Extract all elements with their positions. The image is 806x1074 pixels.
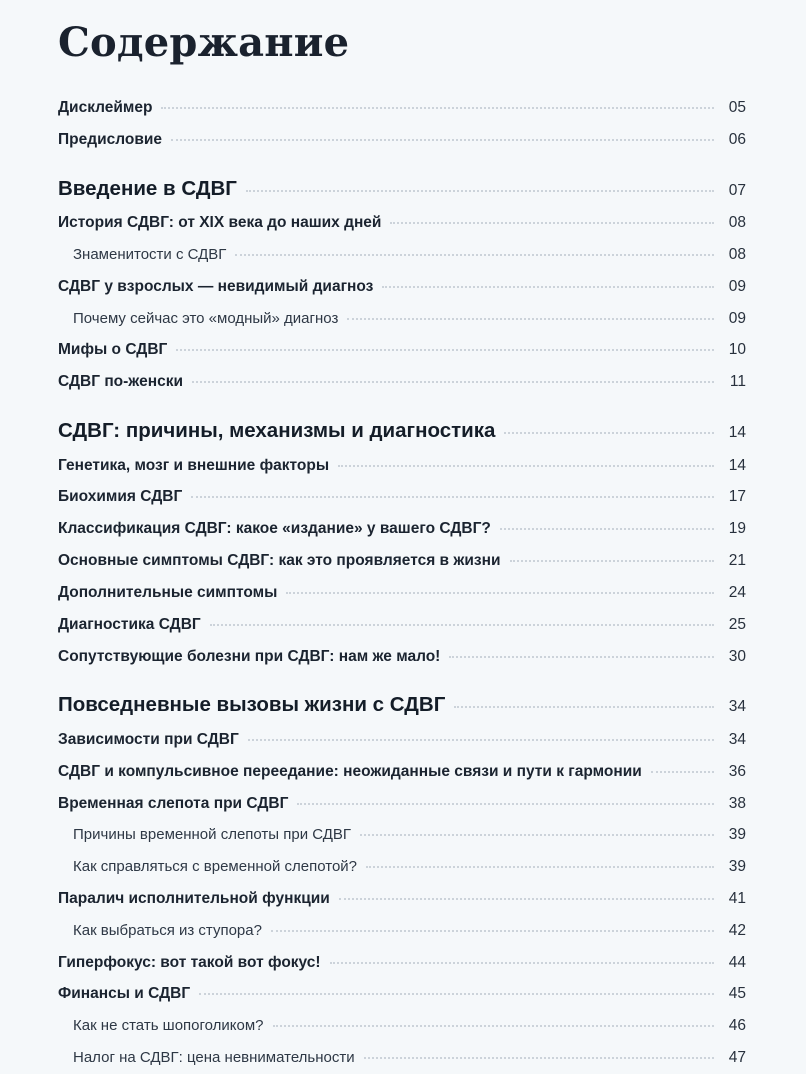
toc-row-entry bbox=[58, 978, 746, 1010]
toc-entry-page: 08 bbox=[728, 246, 746, 263]
toc-row-entry bbox=[58, 609, 746, 641]
toc-entry-page: 11 bbox=[729, 373, 746, 391]
dot-leader bbox=[191, 496, 714, 498]
toc-entry-label: Дисклеймер bbox=[58, 99, 153, 116]
toc-row-section bbox=[58, 170, 746, 208]
toc-entry-page: 34 bbox=[728, 698, 746, 716]
dot-leader bbox=[651, 771, 714, 773]
toc-entry-label: Налог на СДВГ: цена невнимательности bbox=[73, 1049, 355, 1066]
toc-entry-label: Зависимости при СДВГ bbox=[58, 730, 239, 748]
toc-entry-page: 30 bbox=[728, 647, 746, 665]
toc-entry-label: Паралич исполнительной функции bbox=[58, 889, 330, 907]
dot-leader bbox=[360, 834, 714, 836]
dot-leader bbox=[347, 318, 714, 320]
toc-entry-page: 41 bbox=[728, 889, 746, 907]
toc-entry-page: 17 bbox=[728, 488, 746, 506]
toc-entry-label: Введение в СДВГ bbox=[58, 176, 237, 200]
toc-entry-label: Финансы и СДВГ bbox=[58, 985, 191, 1003]
toc-entry-label: Классификация СДВГ: какое «издание» у вашего СДВГ? bbox=[58, 520, 491, 538]
dot-leader bbox=[454, 706, 714, 708]
toc-entry-page: 39 bbox=[728, 826, 746, 844]
dot-leader bbox=[176, 349, 714, 351]
dot-leader bbox=[366, 866, 714, 868]
dot-leader bbox=[248, 739, 714, 741]
dot-leader bbox=[235, 254, 714, 256]
toc-entry-label: Как выбраться из ступора? bbox=[73, 921, 262, 939]
toc-entry-label: Как не стать шопоголиком? bbox=[73, 1017, 264, 1035]
toc-entry-page: 07 bbox=[728, 181, 746, 199]
toc-entry-page: 44 bbox=[728, 953, 746, 971]
toc-row-sub bbox=[58, 819, 746, 851]
toc-row-entry bbox=[58, 92, 746, 124]
toc-row-entry bbox=[58, 334, 746, 366]
toc-entry-label: Сопутствующие болезни при СДВГ: нам же мало! bbox=[58, 647, 441, 665]
dot-leader bbox=[271, 930, 714, 932]
toc-entry-page: 36 bbox=[728, 762, 746, 780]
toc-entry-page: 06 bbox=[728, 130, 746, 148]
toc-row-entry bbox=[58, 207, 746, 239]
toc-entry-label: СДВГ у взрослых — невидимый диагноз bbox=[58, 277, 374, 295]
toc-entry-page: 24 bbox=[728, 583, 746, 601]
toc-entry-label: Временная слепота при СДВГ bbox=[58, 794, 289, 812]
toc-row-entry bbox=[58, 450, 746, 482]
toc-entry-page: 19 bbox=[728, 520, 746, 538]
toc-entry-page: 46 bbox=[728, 1017, 746, 1035]
toc-row-sub bbox=[58, 1010, 746, 1042]
toc-row-entry bbox=[58, 883, 746, 915]
toc-row-entry bbox=[58, 577, 746, 609]
dot-leader bbox=[246, 190, 714, 192]
toc-entry-page: 34 bbox=[728, 730, 746, 748]
toc-entry-page: 14 bbox=[728, 424, 746, 442]
toc-entry-page: 47 bbox=[728, 1049, 746, 1066]
toc-entry-label: Дополнительные симптомы bbox=[58, 583, 278, 601]
dot-leader bbox=[286, 592, 714, 594]
toc-row-sub bbox=[58, 915, 746, 947]
dot-leader bbox=[210, 624, 714, 626]
toc-row-sub bbox=[58, 303, 746, 335]
dot-leader bbox=[171, 139, 714, 141]
toc-entry-label: Гиперфокус: вот такой вот фокус! bbox=[58, 953, 321, 971]
toc-entry-label: Почему сейчас это «модный» диагноз bbox=[73, 309, 339, 327]
toc-entry-label: СДВГ: причины, механизмы и диагностика bbox=[58, 419, 496, 443]
toc-row-entry bbox=[58, 641, 746, 673]
dot-leader bbox=[161, 107, 714, 109]
toc-entry-page: 08 bbox=[728, 214, 746, 232]
toc-row-entry bbox=[58, 947, 746, 979]
toc-row-section bbox=[58, 412, 746, 450]
toc-row-entry bbox=[58, 366, 746, 398]
dot-leader bbox=[192, 381, 714, 383]
dot-leader bbox=[364, 1057, 714, 1059]
toc-entry-label: Причины временной слепоты при СДВГ bbox=[73, 826, 352, 844]
dot-leader bbox=[504, 432, 714, 434]
toc-entry-page: 05 bbox=[728, 99, 746, 116]
toc-row-entry bbox=[58, 545, 746, 577]
table-of-contents bbox=[58, 92, 746, 1074]
dot-leader bbox=[339, 898, 714, 900]
toc-entry-label: Предисловие bbox=[58, 130, 163, 148]
toc-entry-page: 39 bbox=[728, 858, 746, 876]
toc-row-entry bbox=[58, 481, 746, 513]
toc-row-entry bbox=[58, 756, 746, 788]
toc-entry-label: Мифы о СДВГ bbox=[58, 341, 168, 359]
toc-entry-page: 42 bbox=[728, 921, 746, 939]
toc-entry-label: Биохимия СДВГ bbox=[58, 488, 183, 506]
dot-leader bbox=[510, 560, 714, 562]
toc-entry-label: История СДВГ: от XIX века до наших дней bbox=[58, 214, 382, 232]
dot-leader bbox=[273, 1025, 714, 1027]
toc-entry-page: 25 bbox=[728, 615, 746, 633]
page-title: Содержание bbox=[58, 19, 350, 66]
dot-leader bbox=[382, 286, 714, 288]
toc-row-entry bbox=[58, 124, 746, 156]
toc-entry-label: Как справляться с временной слепотой? bbox=[73, 858, 358, 876]
toc-entry-label: СДВГ по-женски bbox=[58, 373, 183, 391]
toc-entry-label: СДВГ и компульсивное переедание: неожиданные связи и пути к гармонии bbox=[58, 762, 642, 780]
dot-leader bbox=[338, 465, 714, 467]
toc-row-section bbox=[58, 686, 746, 724]
toc-row-entry bbox=[58, 788, 746, 820]
toc-row-entry bbox=[58, 724, 746, 756]
toc-entry-page: 10 bbox=[728, 341, 746, 359]
toc-row-sub bbox=[58, 239, 746, 271]
toc-entry-page: 21 bbox=[728, 552, 746, 570]
toc-row-entry bbox=[58, 513, 746, 545]
toc-entry-page: 09 bbox=[728, 309, 746, 327]
toc-entry-page: 38 bbox=[728, 794, 746, 812]
toc-entry-page: 09 bbox=[728, 277, 746, 295]
toc-row-entry bbox=[58, 271, 746, 303]
dot-leader bbox=[390, 222, 714, 224]
toc-row-sub bbox=[58, 1042, 746, 1074]
toc-entry-label: Знаменитости с СДВГ bbox=[73, 246, 227, 263]
toc-entry-label: Повседневные вызовы жизни с СДВГ bbox=[58, 693, 446, 717]
toc-entry-label: Диагностика СДВГ bbox=[58, 615, 201, 633]
toc-entry-label: Основные симптомы СДВГ: как это проявляется в жизни bbox=[58, 552, 501, 570]
dot-leader bbox=[330, 962, 714, 964]
dot-leader bbox=[500, 528, 714, 530]
dot-leader bbox=[297, 803, 714, 805]
toc-entry-page: 45 bbox=[728, 985, 746, 1003]
toc-row-sub bbox=[58, 851, 746, 883]
toc-entry-page: 14 bbox=[728, 456, 746, 474]
dot-leader bbox=[199, 993, 714, 995]
toc-entry-label: Генетика, мозг и внешние факторы bbox=[58, 456, 330, 474]
dot-leader bbox=[449, 656, 714, 658]
